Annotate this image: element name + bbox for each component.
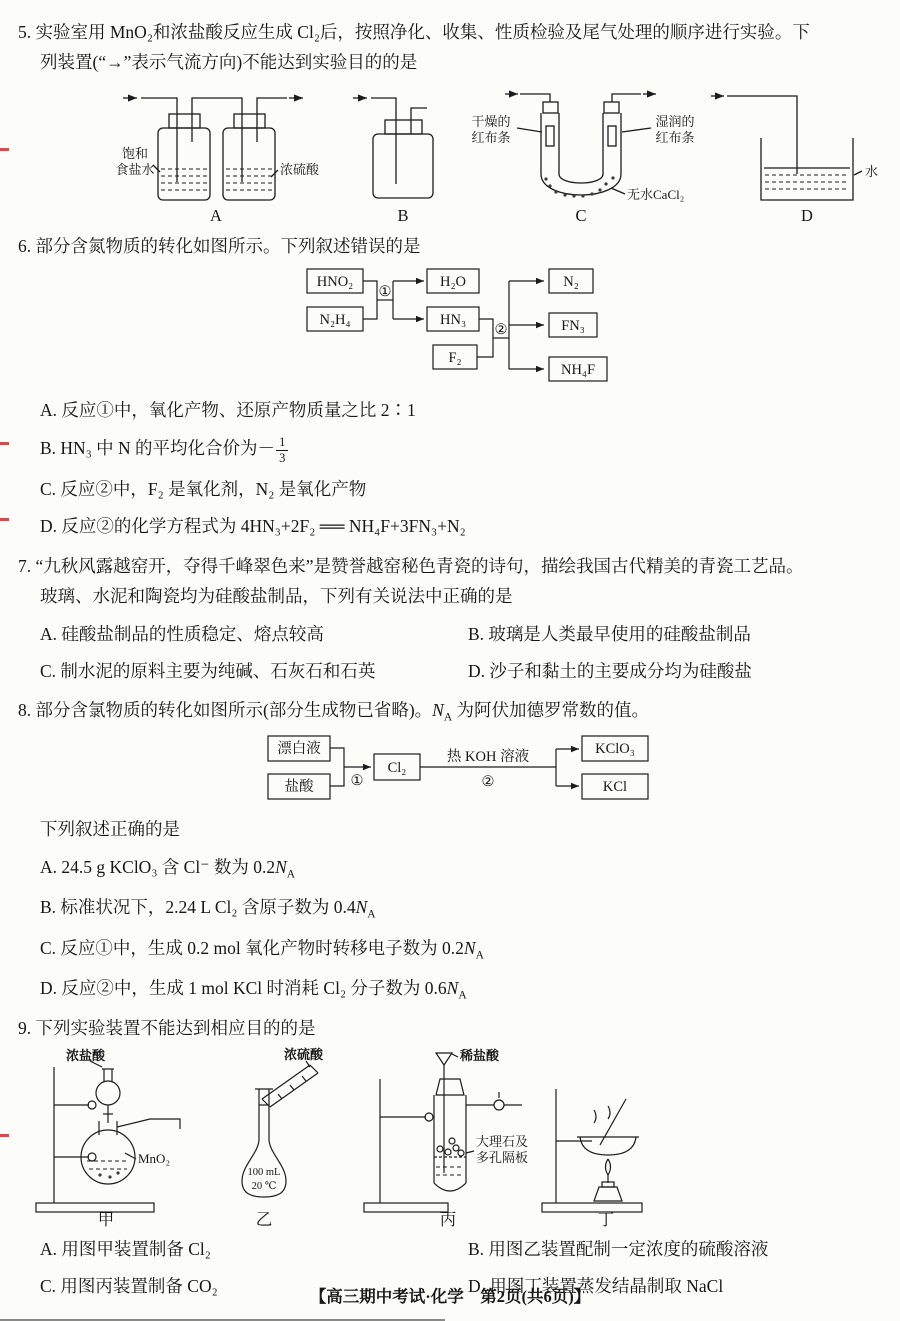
label-saturated-brine-2: 食盐水 [115,161,155,177]
reaction-2-label: ② [481,773,495,790]
q9-option-a: A. 用图甲装置制备 Cl₂ [40,1239,211,1260]
reaction-1-label: ① [350,772,364,789]
label-anhydrous-cacl2: 无水CaCl₂ [627,186,685,202]
label-flask-temp: 20 ℃ [251,1181,277,1193]
box-f2: F₂ [448,350,462,367]
q5-stem [18,18,874,78]
q8-flow-diagram [264,732,654,806]
label-option-b: B [397,205,409,224]
apparatus-c-u-tube [505,94,656,198]
question-5 [18,18,879,224]
q6-option-d: D. 反应②的化学方程式为 4HN₃+2F₂ ══ NH₄F+3FN₃+N₂ [40,516,466,537]
box-n2h4: N₂H₄ [319,312,351,329]
question-6 [18,232,874,542]
box-fn3: FN₃ [561,318,585,335]
label-dry-cloth-2: 红布条 [471,129,511,145]
q7-stem-line1: 7. “九秋风露越窑开，夺得千峰翠色来”是赞誉越窑秘色青瓷的诗句，描绘我国古代精美的青瓷工艺品。 [18,556,804,577]
q7-option-a: A. 硅酸盐制品的性质稳定、熔点较高 [40,623,324,644]
label-mno2: MnO₂ [138,1151,170,1167]
apparatus-d-beaker [711,96,862,200]
apparatus-jia-generator [36,1061,180,1212]
q5-apparatus-figure [113,82,900,224]
q7-options [40,620,874,685]
label-conc-hcl: 浓盐酸 [66,1048,106,1064]
box-hno2: HNO₂ [316,274,354,291]
reaction-1-label: ① [378,284,392,301]
q7-stem [18,552,874,612]
box-cl2: Cl₂ [387,759,407,776]
label-marble-1: 大理石及 [476,1134,529,1150]
q5-stem-line2: 列装置(“→”表示气流方向)不能达到实验目的的是 [40,51,418,72]
page-footer: 【高三期中考试·化学 第2页(共6页)】 [309,1287,591,1306]
q8-option-a: A. 24.5 g KClO₃ 含 Cl⁻ 数为 $0.2N_A$ [40,856,296,881]
q6-stem: 6. 部分含氮物质的转化如图所示。下列叙述错误的是 [18,235,421,256]
apparatus-ding-evaporation [542,1089,642,1212]
label-conc-h2so4: 浓硫酸 [284,1047,324,1063]
dry-cloth-strip [546,126,554,146]
box-kcl: KCl [602,778,628,795]
q6-option-b: B. HN₃ 中 N 的平均化合价为－ $\frac{1}{3}$ [40,434,874,465]
q9-option-b: B. 用图乙装置配制一定浓度的硫酸溶液 [468,1239,769,1260]
apparatus-b-collection-bottle [353,98,433,198]
q8-option-b: B. 标准状况下，2.24 L Cl₂ 含原子数为 $0.4N_A$ [40,897,376,921]
label-bing: 丙 [439,1210,457,1230]
label-conc-sulfuric-acid: 浓硫酸 [280,161,320,177]
registration-mark [0,442,9,445]
wet-cloth-strip [608,126,616,146]
question-7 [18,552,874,685]
reaction-2-label: ② [494,322,508,339]
apparatus-bing-co2-generator [364,1053,522,1212]
label-dry-cloth-1: 干燥的 [471,113,511,129]
label-saturated-brine-1: 饱和 [121,145,149,161]
q7-option-c: C. 制水泥的原料主要为纯碱、石灰石和石英 [40,660,376,681]
q7-stem-line2: 玻璃、水泥和陶瓷均为硅酸盐制品，下列有关说法中正确的是 [40,586,513,607]
q5-stem-line1: 5. 实验室用 MnO₂和浓盐酸反应生成 Cl₂后，按照净化、收集、性质检验及尾气处理的顺序进行实验。下 [18,22,810,42]
q9-option-d: D. 用图丁装置蒸发结晶制取 NaCl [468,1276,724,1297]
label-option-d: D [801,205,813,224]
box-hn3: HN₃ [440,312,466,329]
box-nh4f: NH₄F [560,362,596,379]
apparatus-a-gas-washing-bottles [123,98,303,200]
q7-option-d: D. 沙子和黏土的主要成分均为硅酸盐 [468,660,752,681]
registration-mark [0,518,9,521]
q7-option-b: B. 玻璃是人类最早使用的硅酸盐制品 [468,623,751,644]
label-marble-2: 多孔隔板 [476,1150,529,1166]
q8-lead: 下列叙述正确的是 [40,818,180,839]
q9-apparatus-figure [28,1045,688,1229]
q6-option-a: A. 反应①中，氧化产物、还原产物质量之比 2∶1 [40,400,416,421]
label-dilute-hcl: 稀盐酸 [460,1048,500,1064]
fraction-one-third: $\frac{1}{3}$ [276,435,288,466]
box-bleach: 漂白液 [277,740,321,757]
q9-option-c: C. 用图丙装置制备 CO₂ [40,1276,218,1297]
label-yi: 乙 [255,1210,273,1230]
q8-option-d: D. 反应②中，生成 1 mol KCl 时消耗 Cl₂ 分子数为 $0.6N_A$ [40,978,467,1002]
box-kclo3: KClO₃ [595,740,635,757]
hot-koh-label: 热 KOH 溶液 [446,748,530,765]
label-option-a: A [210,205,222,224]
label-ding: 丁 [597,1210,615,1230]
registration-mark [0,148,9,151]
q8-stem: 8. 部分含氯物质的转化如图所示(部分生成物已省略)。$N_A$ 为阿伏加德罗常数的值。 [18,699,650,724]
registration-mark [0,1134,9,1137]
question-8 [18,696,874,1006]
label-water: 水 [865,163,879,179]
label-wet-cloth-2: 红布条 [655,129,695,145]
q8-option-c: C. 反应①中，生成 0.2 mol 氧化产物时转移电子数为 $0.2N_A$ [40,937,484,962]
q9-stem: 9. 下列实验装置不能达到相应目的的是 [18,1017,316,1038]
avogadro-symbol: N [432,699,444,720]
q6-option-c: C. 反应②中，F₂ 是氧化剂，N₂ 是氧化产物 [40,478,367,499]
label-wet-cloth-1: 湿润的 [655,113,695,129]
label-flask-volume: 100 mL [247,1167,281,1179]
box-n2: N₂ [563,274,579,291]
box-hydrochloric-acid: 盐酸 [284,778,314,795]
label-jia: 甲 [97,1210,115,1230]
question-9 [18,1014,874,1301]
q6-flow-diagram [301,263,621,387]
box-h2o: H₂O [440,274,466,291]
label-option-c: C [575,205,587,224]
